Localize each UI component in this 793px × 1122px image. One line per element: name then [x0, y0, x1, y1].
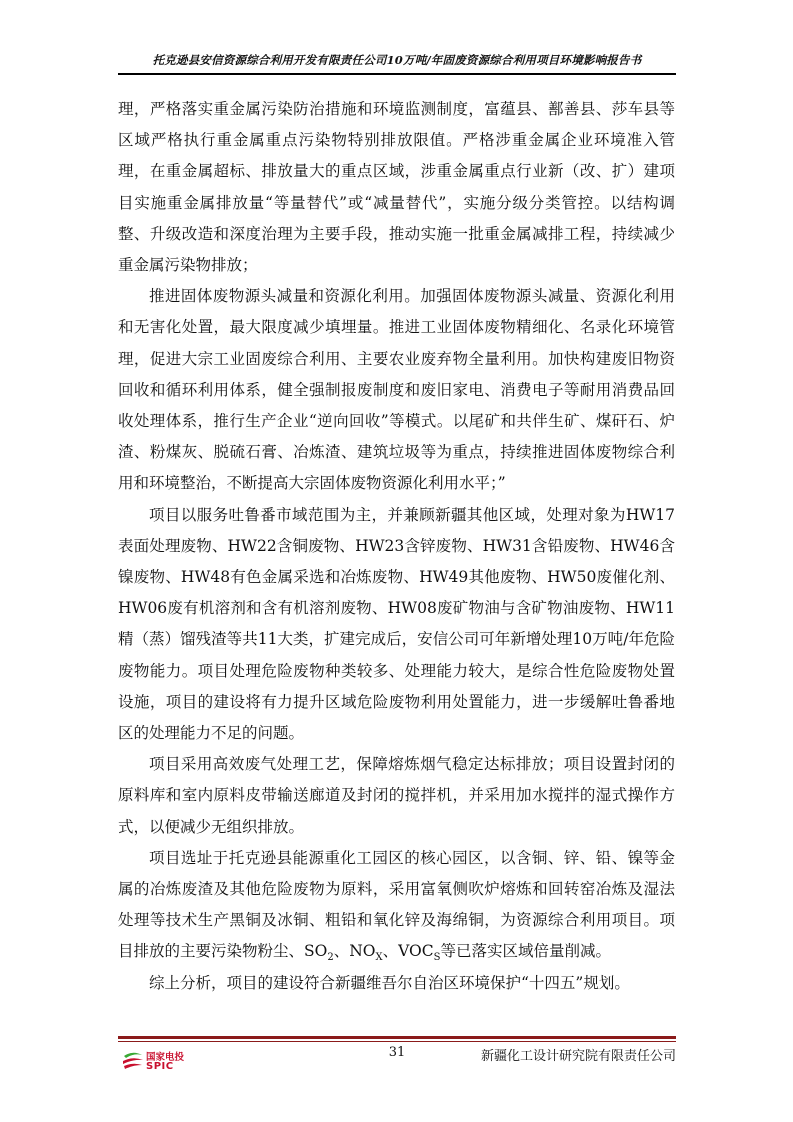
report-header-title: 托克逊县安信资源综合利用开发有限责任公司10万吨/年固废资源综合利用项目环境影响报告书: [152, 53, 642, 67]
paragraph-service-scope: 项目以服务吐鲁番市域范围为主，并兼顾新疆其他区域，处理对象为HW17表面处理废物、HW22含铜废物、HW23含锌废物、HW31含铅废物、HW46含镍废物、HW48有色金属采选和冶炼废物、HW49其他废物、HW50废催化剂、HW06废有机溶剂和含有机溶剂废物、HW08废矿物油与含矿物油废物、HW11精（蒸）馏残渣等共11大类，扩建完成后，安信公司可年新增处理10万吨/年危险废物能力。项目处理危险废物种类较多、处理能力较大，是综合性危险废物处置设施，项目的建设将有力提升区域危险废物利用处置能力，进一步缓解吐鲁番地区的处理能力不足的问题。: [118, 505, 675, 743]
site-text-part-4: 等已落实区域倍量削减。: [440, 942, 611, 961]
vocs-subscript: S: [433, 952, 441, 964]
spic-emblem-icon: [121, 1049, 145, 1073]
paragraph-conclusion: 综上分析，项目的建设符合新疆维吾尔自治区环境保护“十四五”规划。: [149, 973, 630, 992]
spic-logo: [121, 1046, 185, 1076]
site-text-part-3: 、VOC: [382, 942, 434, 961]
paragraph-heavy-metal-control: 理，严格落实重金属污染防治措施和环境监测制度，富蕴县、鄯善县、莎车县等区域严格执行重金属重点污染物特别排放限值。严格涉重金属企业环境准入管理，在重金属超标、排放量大的重点区域，涉重金属重点行业新（改、扩）建项目实施重金属排放量“等量替代”或“减量替代”，实施分级分类管控。以结构调整、升级改造和深度治理为主要手段，推动实施一批重金属减排工程，持续减少重金属污染物排放；: [118, 100, 675, 275]
paragraph-solid-waste-reduction: 推进固体废物源头减量和资源化利用。加强固体废物源头减量、资源化利用和无害化处置，最大限度减少填埋量。推进工业固体废物精细化、名录化环境管理，促进大宗工业固废综合利用、主要农业废弃物全量利用。加快构建废旧物资回收和循环利用体系，健全强制报废制度和废旧家电、消费电子等耐用消费品回收处理体系，推行生产企业“逆向回收”等模式。以尾矿和共伴生矿、煤矸石、炉渣、粉煤灰、脱硫石膏、冶炼渣、建筑垃圾等为重点，持续推进固体废物综合利用和环境整治，不断提高大宗固体废物资源化利用水平；”: [118, 287, 675, 493]
paragraph-site-selection: [118, 843, 675, 968]
footer-divider-thick: [118, 1036, 676, 1039]
header-divider: [118, 73, 676, 75]
footer-organization: 新疆化工设计研究院有限责任公司: [480, 1049, 676, 1064]
page-number: 31: [388, 1045, 406, 1060]
site-text-part-2: 、NO: [333, 942, 376, 961]
document-body: [118, 94, 675, 999]
site-text-part-1: 项目选址于托克逊县能源重化工园区的核心园区，以含铜、锌、铅、镍等金属的冶炼废渣及其他危险废物为原料，采用富氧侧吹炉熔炼和回转窑冶炼及湿法处理等技术生产黑铜及冰铜、粗铅和氧化锌及海绵铜，为资源综合利用项目。项目排放的主要污染物粉尘、SO: [118, 848, 675, 961]
footer-divider-thin: [118, 1041, 676, 1042]
logo-english-text: SPIC: [146, 1061, 174, 1072]
logo-chinese-text: 国家电投: [146, 1052, 185, 1063]
nox-subscript: X: [375, 952, 383, 964]
so2-subscript: 2: [327, 952, 334, 964]
paragraph-exhaust-treatment: 项目采用高效废气处理工艺，保障熔炼烟气稳定达标排放；项目设置封闭的原料库和室内原料皮带输送廊道及封闭的搅拌机，并采用加水搅拌的湿式操作方式，以便减少无组织排放。: [118, 755, 675, 836]
